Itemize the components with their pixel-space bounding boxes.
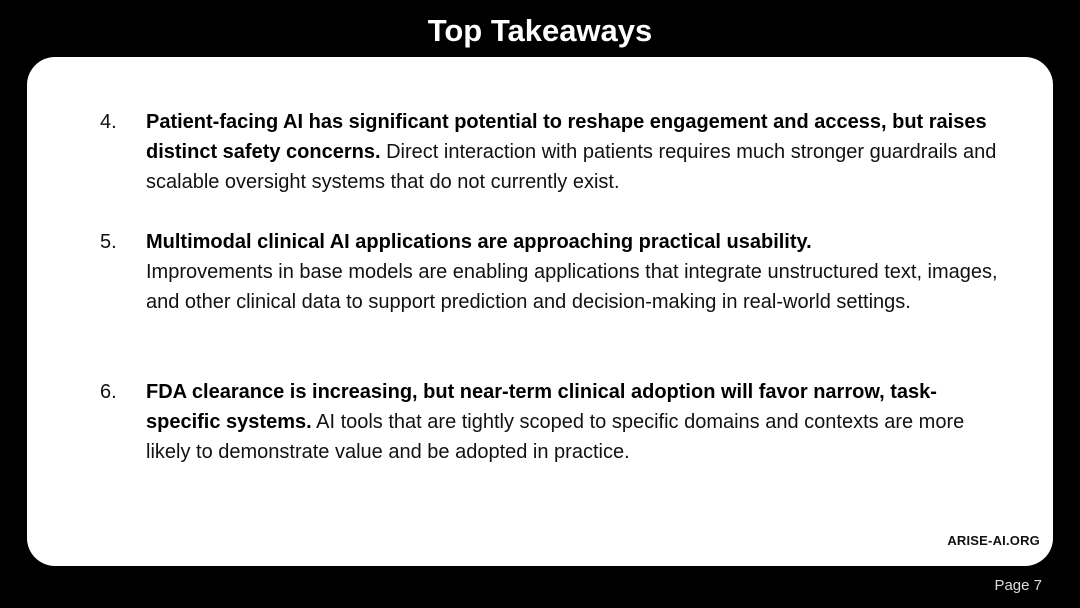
takeaway-number: 5. xyxy=(100,231,117,253)
content-card xyxy=(27,57,1053,566)
takeaway-text xyxy=(146,227,1008,317)
takeaway-number: 6. xyxy=(100,381,117,403)
takeaway-body: Direct interaction with patients requires much stronger guardrails and scalable oversight systems that do not currently exist. xyxy=(146,141,997,193)
page-number: Page 7 xyxy=(994,577,1042,594)
takeaway-headline: Patient-facing AI has significant potential to reshape engagement and access, but raises distinct safety concerns. xyxy=(146,111,987,163)
takeaway-text xyxy=(146,377,1008,467)
site-url: ARISE-AI.ORG xyxy=(947,533,1040,548)
slide-title: Top Takeaways xyxy=(427,13,653,48)
takeaway-headline: Multimodal clinical AI applications are approaching practical usability. xyxy=(146,231,812,253)
takeaway-text xyxy=(146,107,1008,197)
takeaway-number: 4. xyxy=(100,111,117,133)
takeaway-headline: FDA clearance is increasing, but near-term clinical adoption will favor narrow, task-specific systems. xyxy=(146,381,937,433)
takeaway-body: Improvements in base models are enabling applications that integrate unstructured text, images, and other clinical data to support prediction and decision-making in real-world settings. xyxy=(146,261,998,313)
takeaway-body: AI tools that are tightly scoped to specific domains and contexts are more likely to demonstrate value and be adopted in practice. xyxy=(146,411,965,463)
